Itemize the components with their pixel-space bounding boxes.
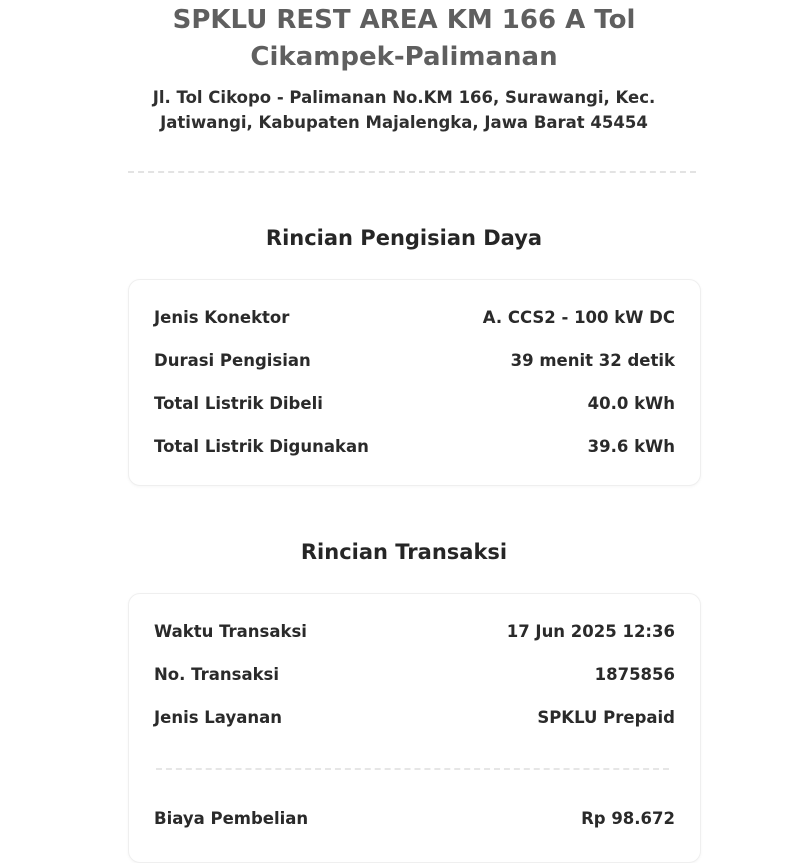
transaction-number-value: 1875856 [594,665,675,684]
transaction-time-row [154,620,675,644]
connector-type-label: Jenis Konektor [154,308,290,327]
charging-duration-row [154,349,675,373]
station-name-line-1: SPKLU REST AREA KM 166 A Tol [172,5,636,35]
energy-purchased-label: Total Listrik Dibeli [154,394,323,413]
transaction-divider [156,768,669,770]
transaction-time-value: 17 Jun 2025 12:36 [506,622,675,641]
energy-used-row [154,435,675,459]
charging-duration-label: Durasi Pengisian [154,351,311,370]
charging-duration-value: 39 menit 32 detik [510,351,675,370]
address-line-1: Jl. Tol Cikopo - Palimanan No.KM 166, Surawangi, Kec. [152,88,656,107]
purchase-cost-row [154,807,675,831]
charging-details-card [128,279,701,486]
energy-used-value: 39.6 kWh [587,437,675,456]
station-address [0,85,808,135]
purchase-cost-value: Rp 98.672 [581,809,675,828]
charging-details-title: Rincian Pengisian Daya [265,226,543,250]
purchase-cost-label: Biaya Pembelian [154,809,309,828]
station-name-line-2: Cikampek-Palimanan [250,42,558,72]
transaction-details-title: Rincian Transaksi [300,540,508,564]
header-divider [128,171,696,173]
transaction-details-card [128,593,701,863]
station-name [0,2,808,76]
service-type-row [154,706,675,730]
energy-purchased-row [154,392,675,416]
service-type-label: Jenis Layanan [154,708,282,727]
connector-type-value: A. CCS2 - 100 kW DC [482,308,675,327]
transaction-time-label: Waktu Transaksi [154,622,307,641]
transaction-number-label: No. Transaksi [154,665,280,684]
service-type-value: SPKLU Prepaid [537,708,675,727]
address-line-2: Jatiwangi, Kabupaten Majalengka, Jawa Barat 45454 [160,113,648,132]
transaction-number-row [154,663,675,687]
energy-used-label: Total Listrik Digunakan [154,437,369,456]
connector-type-row [154,306,675,330]
energy-purchased-value: 40.0 kWh [587,394,675,413]
